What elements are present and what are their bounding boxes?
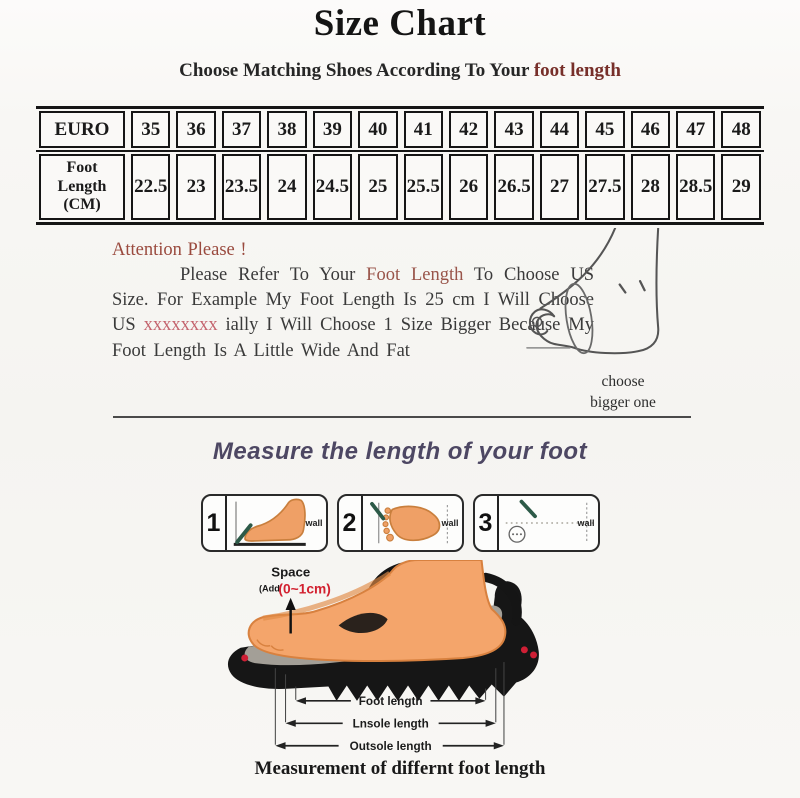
attention-seg3: ially I Will Choose 1 Size Bigger Because My Foot Length Is A Little Wide And Fat (112, 315, 594, 361)
euro-size-cell: 42 (449, 111, 488, 148)
arrowhead (486, 720, 496, 727)
euro-size-cell: 46 (631, 111, 670, 148)
euro-size-cell: 36 (176, 111, 215, 148)
measure-step-3 (473, 494, 600, 552)
step-2-number: 2 (339, 496, 363, 550)
size-table (36, 106, 764, 225)
measure-step-1 (201, 494, 328, 552)
euro-size-cell: 39 (313, 111, 352, 148)
foot-outline (536, 228, 658, 353)
size-table-euro-row (36, 109, 764, 152)
choose-bigger-note (568, 372, 678, 414)
euro-size-cell: 37 (222, 111, 261, 148)
ankle-dashes (620, 281, 645, 292)
foot-cm-cell: 26 (449, 154, 488, 220)
attention-seg2: To Choose US Size. For Example My Foot Length Is 25 cm I Will Choose US (112, 265, 594, 336)
pencil-icon (521, 502, 535, 517)
foot-cm-cell: 24.5 (313, 154, 352, 220)
choose-note-line1: choose (601, 373, 645, 390)
foot-cm-cell: 26.5 (494, 154, 533, 220)
arrowhead (286, 720, 296, 727)
circle-dots (512, 533, 522, 535)
euro-size-cell: 38 (267, 111, 306, 148)
euro-size-cell: 48 (721, 111, 760, 148)
instep-line (541, 228, 616, 308)
measuring-band-ellipse (561, 282, 597, 355)
foot-cm-cell: 29 (721, 154, 760, 220)
subtitle-highlight: foot length (533, 60, 621, 81)
shoe-measurement-diagram (218, 560, 596, 763)
pencil-icon (372, 504, 383, 519)
insole-length-label: Lnsole length (352, 717, 429, 731)
outsole-length-label: Outsole length (349, 739, 432, 753)
foot-cm-cell: 27.5 (585, 154, 624, 220)
foot-cm-cell: 24 (267, 154, 306, 220)
arrowhead (275, 742, 285, 749)
foot-sketch-illustration (520, 228, 690, 371)
space-range-label: (0~1cm) (278, 581, 331, 597)
foot-cm-cell: 23 (176, 154, 215, 220)
space-label: Space (271, 564, 311, 580)
foot-cm-cell: 22.5 (131, 154, 170, 220)
subtitle-text: Choose Matching Shoes According To Your (179, 60, 534, 81)
size-table-footlength-row (36, 152, 764, 222)
euro-size-cell: 41 (404, 111, 443, 148)
foot-cm-cell: 23.5 (222, 154, 261, 220)
foot-cm-cell: 25 (358, 154, 397, 220)
shoe-diagram-svg (218, 560, 596, 758)
euro-size-cell: 45 (585, 111, 624, 148)
foot-cm-cell: 25.5 (404, 154, 443, 220)
attention-crossed-text: xxxxxxxx (143, 315, 218, 336)
choose-note-line2: bigger one (590, 393, 656, 411)
section-divider (113, 416, 691, 418)
wall-label: wall (441, 518, 459, 528)
foot-cm-cell: 28.5 (676, 154, 715, 220)
attention-seg1: Please Refer To Your (180, 265, 367, 286)
foot-sketch-svg (520, 228, 690, 366)
measure-steps (0, 494, 800, 552)
step-1-number: 1 (203, 496, 227, 550)
foot-cm-cell: 27 (540, 154, 579, 220)
foot-length-label: Foot length (358, 694, 423, 708)
step-3-number: 3 (475, 496, 499, 550)
measure-step-2 (337, 494, 464, 552)
arrowhead (296, 697, 306, 704)
side-foot-shape (245, 499, 305, 541)
attention-heading: Attention Please ! (112, 240, 247, 260)
euro-size-cell: 43 (494, 111, 533, 148)
space-arrowhead (286, 598, 296, 610)
euro-size-cell: 47 (676, 111, 715, 148)
foot-cm-cell: 28 (631, 154, 670, 220)
footlength-row-header: Foot Length (CM) (39, 154, 125, 220)
euro-size-cell: 35 (131, 111, 170, 148)
arrowhead (475, 697, 485, 704)
arrowhead (494, 742, 504, 749)
attention-foot-length-red: Foot Length (366, 265, 464, 286)
euro-size-cell: 44 (540, 111, 579, 148)
page-title: Size Chart (313, 3, 487, 44)
wall-label: wall (577, 518, 595, 528)
measure-heading: Measure the length of your foot (212, 438, 588, 465)
bottom-caption: Measurement of differnt foot length (254, 758, 546, 779)
euro-row-header: EURO (39, 111, 125, 148)
euro-size-cell: 40 (358, 111, 397, 148)
subtitle (0, 60, 800, 82)
space-add-label: (Add (259, 583, 280, 594)
wall-label: wall (305, 518, 323, 528)
footprint-shape (389, 506, 439, 540)
